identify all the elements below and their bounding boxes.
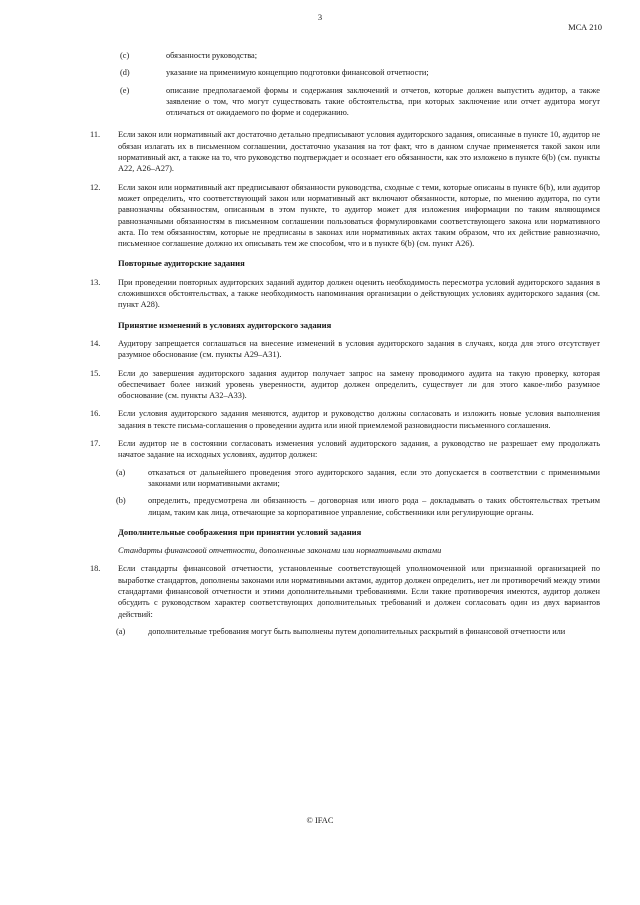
paragraph-text: Если закон или нормативный акт предписывают обязанности руководства, сходные с теми, которые описаны в пункте 6(b), или аудитор может определить, что соответствующий закон или нормативный акт включают обязанности, которые, по мнению аудитора, по сути равнозначны обязанностям, описанным в этом пункте, то аудитор может для изложения информации по таким являющимся равнозначными обязанностям в письменном соглашении пользоваться формулировками соответствующего закона или нормативного акта. По тем обязанностям, которые не предписаны в законах или нормативных актах таким образом, что их действие равнозначно, письменное соглашение должно их описывать тем же способом, что и в пункте 6(b) (см. пункт А26). [118, 182, 600, 249]
document-body [90, 50, 600, 644]
list-label: (d) [120, 68, 130, 78]
paragraph-11 [78, 129, 600, 174]
paragraph-text: Если условия аудиторского задания меняются, аудитор и руководство должны согласовать и изложить новые условия выполнения задания в тексте письма-соглашения о проведении аудита или иной приемлемой разновидности письменного соглашения. [118, 409, 600, 430]
list-item-d [118, 67, 600, 78]
paragraph-number: 11. [90, 130, 101, 140]
list-label: (c) [120, 51, 130, 60]
list-text: дополнительные требования могут быть выполнены путем дополнительных раскрытий в финансовой отчетности или [148, 626, 566, 636]
section-heading-recurring: Повторные аудиторские задания [118, 258, 245, 269]
paragraph-number: 18. [90, 564, 101, 574]
paragraph-number: 15. [90, 368, 101, 378]
list-item-c [118, 50, 600, 61]
paragraph-14 [78, 338, 600, 361]
list-item-e [118, 85, 600, 119]
subsection-heading-standards: Стандарты финансовой отчетности, дополненные законами или нормативными актами [118, 546, 442, 556]
paragraph-17 [78, 438, 600, 518]
paragraph-number: 17. [90, 439, 101, 449]
paragraph-number: 12. [90, 182, 101, 192]
paragraph-text: При проведении повторных аудиторских заданий аудитор должен оценить необходимость пересмотра условий аудиторского задания в сложившихся обстоятельствах, а также необходимость напоминания организации о действующих условиях аудиторского задания (см. пункт А28). [118, 277, 600, 310]
section-heading-additional: Дополнительные соображения при принятии условий задания [118, 526, 362, 537]
paragraph-12 [78, 182, 600, 250]
list-text: описание предполагаемой формы и содержания заключений и отчетов, которые должен выпустить аудитор, а также заявление о том, что могут существовать такие обстоятельства, при которых заключение или отчет аудитора могут отличаться от ожидаемого по форме и содержанию. [166, 85, 600, 118]
list-item-a [116, 626, 600, 637]
list-text: обязанности руководства; [166, 51, 258, 60]
nested-list [118, 626, 600, 637]
paragraph-13 [78, 277, 600, 311]
section-heading-changes: Принятие изменений в условиях аудиторского задания [118, 319, 332, 330]
list-item-a [116, 467, 600, 490]
list-text: отказаться от дальнейшего проведения этого аудиторского задания, если это допускается в соответствии с применимыми законами или нормативными актами; [148, 467, 600, 488]
list-label: (a) [116, 467, 126, 477]
paragraph-number: 14. [90, 338, 101, 348]
paragraph-text: Если закон или нормативный акт достаточно детально предписывают условия аудиторского задания, описанные в пункте 10, аудитор не обязан излагать их в письменном соглашении, достаточно указания на тот факт, что в данном случае применяется такой закон или нормативный акт, а также на то, что руководство подтверждает и осознает его обязанности, как это изложено в пункте 6(b) (см. пункты А22, А26–А27). [118, 130, 600, 174]
list-text: указание на применимую концепцию подготовки финансовой отчетности; [166, 68, 429, 78]
document-code: МСА 210 [568, 22, 602, 32]
paragraph-18 [78, 563, 600, 637]
list-item-b [116, 495, 600, 518]
page-number: 3 [317, 12, 323, 22]
nested-list [118, 467, 600, 518]
footer-copyright: © IFAC [306, 816, 334, 825]
paragraph-16 [78, 408, 600, 431]
paragraph-text: Если аудитор не в состоянии согласовать изменения условий аудиторского задания, а руководство не разрешает ему продолжать начатое задание на исходных условиях, аудитор должен: [118, 439, 600, 460]
list-text: определить, предусмотрена ли обязанность – договорная или иного рода – докладывать о таких обстоятельствах третьим лицам, таким как лица, отвечающие за корпоративное управление, собственники или регулирующие органы. [148, 496, 600, 517]
list-label: (a) [116, 626, 126, 636]
paragraph-number: 13. [90, 277, 101, 287]
paragraph-text: Если до завершения аудиторского задания аудитор получает запрос на замену проводимого аудита на такую проверку, которая обеспечивает более низкий уровень уверенности, аудитор должен определить, существует ли для этого какое-либо разумное обоснование (см. пункты А32–А33). [118, 368, 600, 401]
paragraph-text: Если стандарты финансовой отчетности, установленные соответствующей уполномоченной или признанной организацией по выработке стандартов, дополнены законами или нормативными актами, аудитор должен определить, нет ли противоречий между этими стандартами финансовой отчетности и этими дополнительными требованиями. Если такие противоречия имеются, аудитор должен обсудить с руководством характер соответствующих дополнительных требований и должен согласовать один из двух вариантов действий: [118, 564, 600, 619]
paragraph-number: 16. [90, 409, 101, 419]
paragraph-text: Аудитору запрещается соглашаться на внесение изменений в условия аудиторского задания в случаях, когда для этого отсутствует разумное обоснование (см. пункты А29–А31). [118, 338, 600, 360]
paragraph-15 [78, 368, 600, 402]
list-label: (b) [116, 496, 126, 506]
list-label: (e) [120, 85, 130, 95]
